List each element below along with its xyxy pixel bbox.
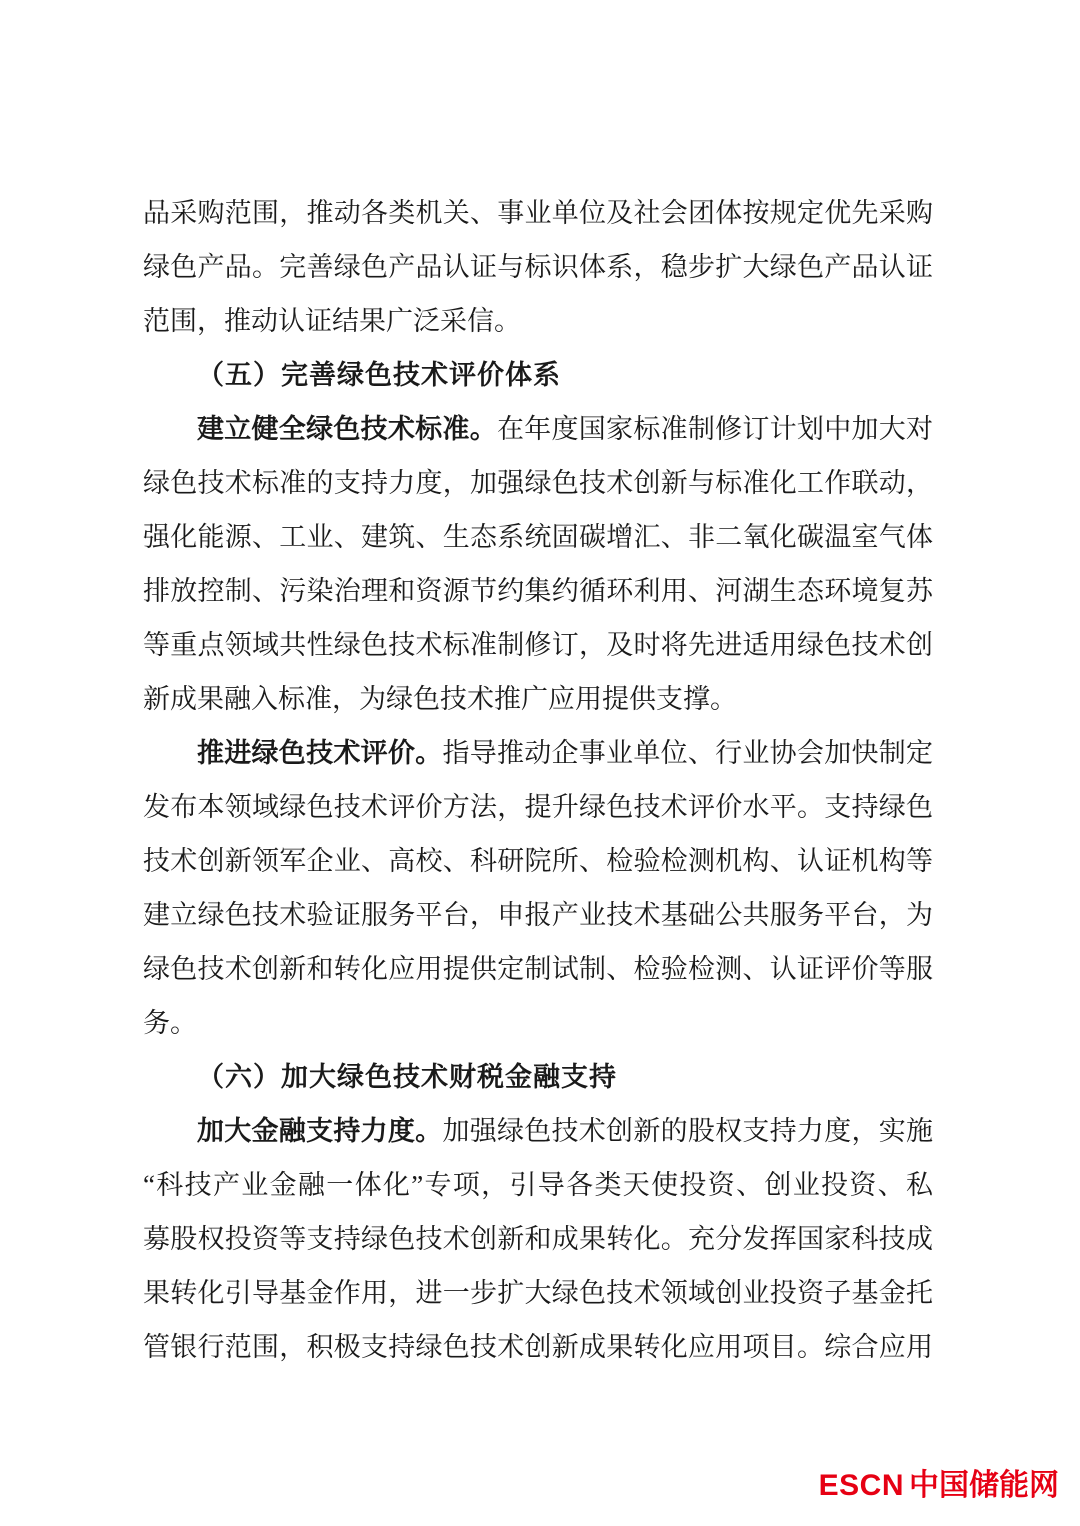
text-line [143,456,933,510]
text-line [143,240,933,294]
body-text: 强化能源、工业、建筑、生态系统固碳增汇、非二氧化碳温室气体 [143,522,933,552]
body-text: 建立绿色技术验证服务平台，申报产业技术基础公共服务平台，为 [143,900,933,930]
body-text: “科技产业金融一体化”专项，引导各类天使投资、创业投资、私 [143,1170,933,1200]
text-line [143,564,933,618]
logo-latin-text: ESCN [818,1469,904,1502]
body-text: 绿色技术创新和转化应用提供定制试制、检验检测、认证评价等服 [143,954,933,984]
text-line [143,1104,933,1158]
body-text: 募股权投资等支持绿色技术创新和成果转化。充分发挥国家科技成 [143,1224,933,1254]
section-heading [143,1050,933,1104]
body-text: 指导推动企事业单位、行业协会加快制定 [442,738,934,768]
body-text: 在年度国家标准制修订计划中加大对 [496,414,934,444]
text-line [143,1320,933,1374]
bold-lead-phrase: 推进绿色技术评价。 [197,738,443,768]
text-line [143,618,933,672]
text-line [143,726,933,780]
body-text: 范围，推动认证结果广泛采信。 [143,306,521,336]
bold-lead-phrase: 建立健全绿色技术标准。 [197,414,497,444]
body-text: 新成果融入标准，为绿色技术推广应用提供支撑。 [143,684,737,714]
body-text: （五）完善绿色技术评价体系 [197,360,561,390]
text-line [143,672,933,726]
text-line [143,942,933,996]
body-text: 技术创新领军企业、高校、科研院所、检验检测机构、认证机构等 [143,846,933,876]
body-text: 果转化引导基金作用，进一步扩大绿色技术领域创业投资子基金托 [143,1278,933,1308]
body-text: （六）加大绿色技术财税金融支持 [197,1062,617,1092]
body-text: 排放控制、污染治理和资源节约集约循环利用、河湖生态环境复苏 [143,576,933,606]
text-line [143,1266,933,1320]
body-text: 绿色技术标准的支持力度，加强绿色技术创新与标准化工作联动， [143,468,933,498]
body-text: 等重点领域共性绿色技术标准制修订，及时将先进适用绿色技术创 [143,630,933,660]
text-line [143,186,933,240]
body-text: 发布本领域绿色技术评价方法，提升绿色技术评价水平。支持绿色 [143,792,933,822]
text-line [143,402,933,456]
text-line [143,888,933,942]
text-line [143,1212,933,1266]
body-text: 务。 [143,1008,197,1038]
escn-logo [819,1471,1059,1501]
body-text: 绿色产品。完善绿色产品认证与标识体系，稳步扩大绿色产品认证 [143,252,933,282]
body-text: 品采购范围，推动各类机关、事业单位及社会团体按规定优先采购 [143,198,933,228]
bold-lead-phrase: 加大金融支持力度。 [197,1116,443,1146]
body-text: 加强绿色技术创新的股权支持力度，实施 [442,1116,934,1146]
text-line [143,1158,933,1212]
text-line [143,294,933,348]
text-line [143,780,933,834]
section-heading [143,348,933,402]
text-line [143,834,933,888]
text-line [143,996,933,1050]
logo-chinese-text: 中国储能网 [909,1469,1059,1502]
text-line [143,510,933,564]
body-text: 管银行范围，积极支持绿色技术创新成果转化应用项目。综合应用 [143,1332,933,1362]
document-body [143,186,933,1374]
